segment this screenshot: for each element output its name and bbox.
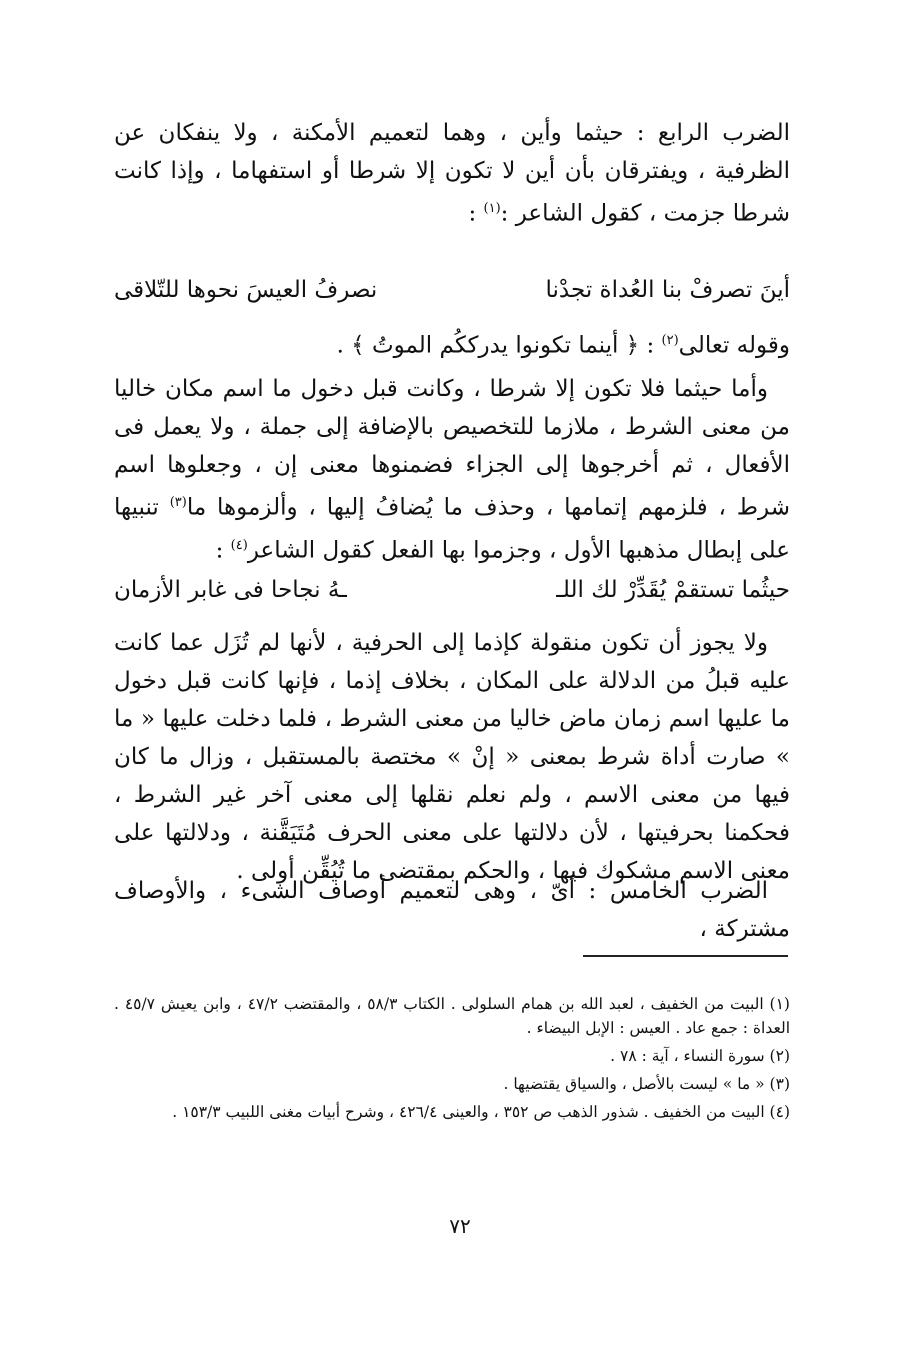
paragraph-fifth-type: الضرب الخامس : أىّ ، وهى لتعميم أوصاف الشىء ، والأوصاف مشتركة ، [114,878,790,942]
footnote-ref: (٢) [661,333,679,348]
verse-hemistich-second: ـهُ نجاحا فى غابر الأزمان [114,577,347,603]
footnote-3: (٣) « ما » ليست بالأصل ، والسياق يقتضيها . [503,1075,790,1093]
footnotes [114,992,790,1124]
paragraph-fourth-type: الضرب الرابع : حيثما وأين ، وهما لتعميم الأمكنة ، ولا ينفكان عن الظرفية ، ويفترقان بأن أين لا تكون إلا شرطا أو استفهاما ، وإذا كانت شرطا جزمت ، كقول الشاعر :$^{(١)}$ : [114,120,790,227]
footnote-ref: (١) [483,201,501,216]
footnote-ref: (٤) [230,537,248,553]
paragraph-not-idhma: ولا يجوز أن تكون منقولة كإذما إلى الحرفية ، لأنها لم تُزَل عما كانت عليه قبلُ من الدلالة على المكان ، بخلاف إذما ، فإنها كانت قبل دخول ما عليها اسم زمان ماض خاليا من معنى الشرط ، فلما دخلت عليها « ما » صارت أداة شرط بمعنى « إنْ » مختصة بالمستقبل ، وزال ما كان فيها من معنى الاسم ، ولم نعلم نقلها إلى معنى آخر غير الشرط ، فحكمنا بحرفيتها ، لأن دلالتها على معنى الحرف مُتَيَقَّنة ، ودلالتها على معنى الاسم مشكوك فيها ، والحكم بمقتضى ما تُيُقِّن أولى . [114,630,790,884]
footnote-1: (١) البيت من الخفيف ، لعبد الله بن همام السلولى . الكتاب ٥٨/٣ ، والمقتضب ٤٧/٢ ، وابن يعيش ٤٥/٧ . العداة : جمع عاد . العيس : الإبل البيضاء . [114,995,790,1037]
verse-2 [114,570,790,610]
verse-hemistich-second: نصرفُ العيسَ نحوها للتّلاقى [114,277,378,303]
verse-1 [114,270,790,310]
page-number: ٧٢ [449,1214,471,1238]
footnote-4: (٤) البيت من الخفيف . شذور الذهب ص ٣٥٢ ، والعينى ٤٢٦/٤ ، وشرح أبيات مغنى اللبيب ١٥٣/٣ . [172,1103,790,1121]
verse-hemistich-first: حيثُما تستقمْ يُقَدِّرْ لك اللـ [556,577,790,603]
footnote-ref: (٣) [169,495,187,510]
paragraph-text: الضرب الرابع : حيثما وأين ، وهما لتعميم الأمكنة ، ولا ينفكان عن الظرفية ، ويفترقان بأن أين لا تكون إلا شرطا أو استفهاما ، وإذا كانت شرطا جزمت ، كقول الشاعر : [114,120,790,227]
footnote-divider [583,955,788,957]
paragraph-haythuma: وأما حيثما فلا تكون إلا شرطا ، وكانت قبل دخول ما اسم مكان خاليا من معنى الشرط ، ملازما للتخصيص بالإضافة إلى جملة ، ولا يعمل فى الأفعال ، ثم أخرجوها إلى الجزاء فضمنوها معنى إن ، وجعلوها اسم شرط ، فلزمهم إتمامها ، وحذف ما يُضافُ إليها ، وألزموها ما$^{(٣)}$ تنبيها على إبطال مذهبها الأول ، وجزموا بها الفعل كقول الشاعر$^{(٤)}$ : [114,376,790,564]
verse-hemistich-first: أينَ تصرفْ بنا العُداة تجدْنا [545,277,790,303]
quran-quote-line: وقوله تعالى$^{(٢)}$ : ﴿ أينما تكونوا يدرككُم الموتُ ﴾ . [336,332,790,359]
footnote-2: (٢) سورة النساء ، آية : ٧٨ . [610,1047,790,1065]
